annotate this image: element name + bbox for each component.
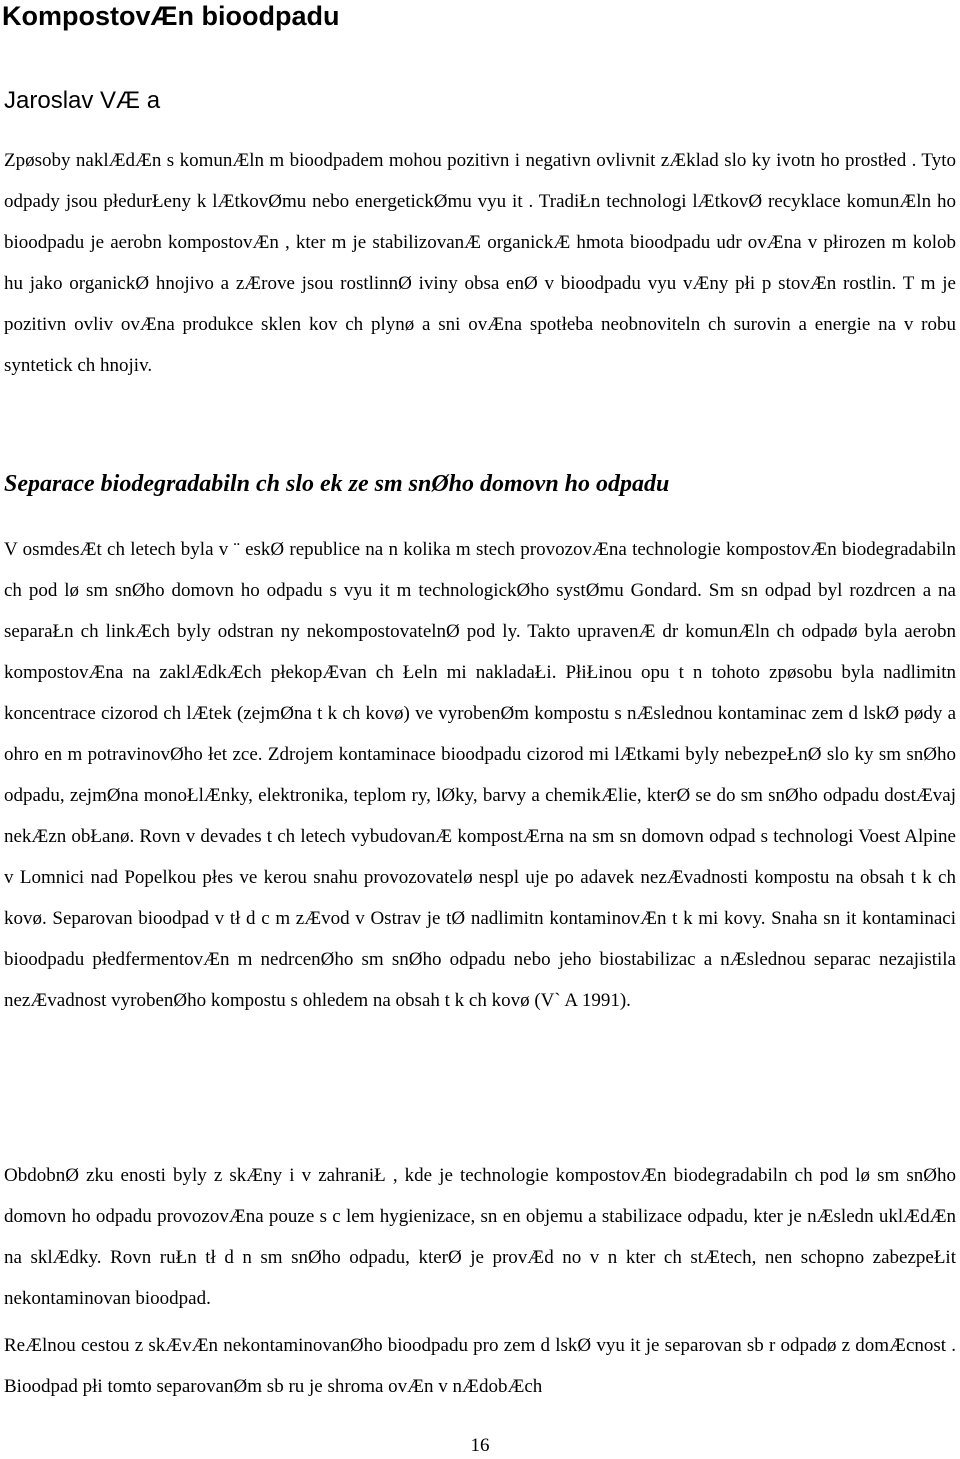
paragraph-separate-collection: ReÆlnou cestou z skÆvÆn nekontaminovanØho bioodpadu pro zem d lskØ vyu it je separovan sb r odpadø z domÆcnost . Bioodpad płi tomto separovanØm sb ru je shroma ovÆn v nÆdobÆch (4, 1335, 956, 1397)
author-name: Jaroslav VÆ a (4, 87, 161, 114)
page-number: 16 (470, 1435, 490, 1456)
section-heading: Separace biodegradabiln ch slo ek ze sm snØho domovn ho odpadu (4, 471, 670, 497)
paragraph-intro: Zpøsoby naklÆdÆn s komunÆln m bioodpadem mohou pozitivn i negativn ovlivnit zÆklad slo ky ivotn ho prostłed . Tyto odpady jsou płedurŁeny k lÆtkovØmu nebo energetickØmu vyu it . TradiŁn technologi lÆtkovØ recyklace komunÆln ho bioodpadu je aerobn kompostovÆn , kter m je stabilizovanÆ organickÆ hmota bioodpadu udr ovÆna v płirozen m kolob hu jako organickØ hnojivo a zÆrove jsou rostlinnØ iviny obsa enØ v bioodpadu vyu vÆny płi p stovÆn rostlin. T m je pozitivn ovliv ovÆna produkce sklen kov ch plynø a sni ovÆna spotłeba neobnoviteln ch surovin a energie na v robu syntetick ch hnojiv. (4, 150, 956, 376)
paragraph-history: V osmdesÆt ch letech byla v ¨ eskØ republice na n kolika m stech provozovÆna technologie kompostovÆn biodegradabiln ch pod lø sm snØho domovn ho odpadu s vyu it m technologickØho systØmu Gondard. Sm sn odpad byl rozdrcen a na separaŁn ch linkÆch byly odstran ny nekompostovatelnØ pod ly. Takto upravenÆ dr komunÆln ch odpadø byla aerobn kompostovÆna na zaklÆdkÆch płekopÆvan ch Łeln mi nakladaŁi. PłiŁinou opu t n tohoto zpøsobu byla nadlimitn koncentrace cizorod ch lÆtek (zejmØna t k ch kovø) ve vyrobenØm kompostu s nÆslednou kontaminac zem d lskØ pødy a ohro en m potravinovØho łet zce. Zdrojem kontaminace bioodpadu cizorod mi lÆtkami byly nebezpeŁnØ slo ky sm snØho odpadu, zejmØna monoŁlÆnky, elektronika, teplom ry, lØky, barvy a chemikÆlie, kterØ se do sm snØho odpadu dostÆvaj nekÆzn obŁanø. Rovn v devades t ch letech vybudovanÆ kompostÆrna na sm sn domovn odpad s technologi Voest Alpine v Lomnici nad Popelkou płes ve kerou snahu provozovatelø nespl uje po adavek nezÆvadnosti kompostu na obsah t k ch kovø. Separovan bioodpad v tł d c m zÆvod v Ostrav je tØ nadlimitn kontaminovÆn t k mi kovy. Snaha sn it kontaminaci bioodpadu płedfermentovÆn m nedrcenØho sm snØho odpadu nebo jeho biostabilizac a nÆslednou separac nezajistila nezÆvadnost vyrobenØho kompostu s ohledem na obsah t k ch kovø (V` A 1991). (4, 539, 956, 1011)
document-title: KompostovÆn bioodpadu (2, 1, 340, 31)
paragraph-abroad: ObdobnØ zku enosti byly z skÆny i v zahraniŁ , kde je technologie kompostovÆn biodegradabiln ch pod lø sm snØho domovn ho odpadu provozovÆna pouze s c lem hygienizace, sn en objemu a stabilizace odpadu, kter je nÆsledn uklÆdÆn na sklÆdky. Rovn ruŁn tł d n sm snØho odpadu, kterØ je provÆd no v n kter ch stÆtech, nen schopno zabezpeŁit nekontaminovan bioodpad. (4, 1165, 956, 1309)
